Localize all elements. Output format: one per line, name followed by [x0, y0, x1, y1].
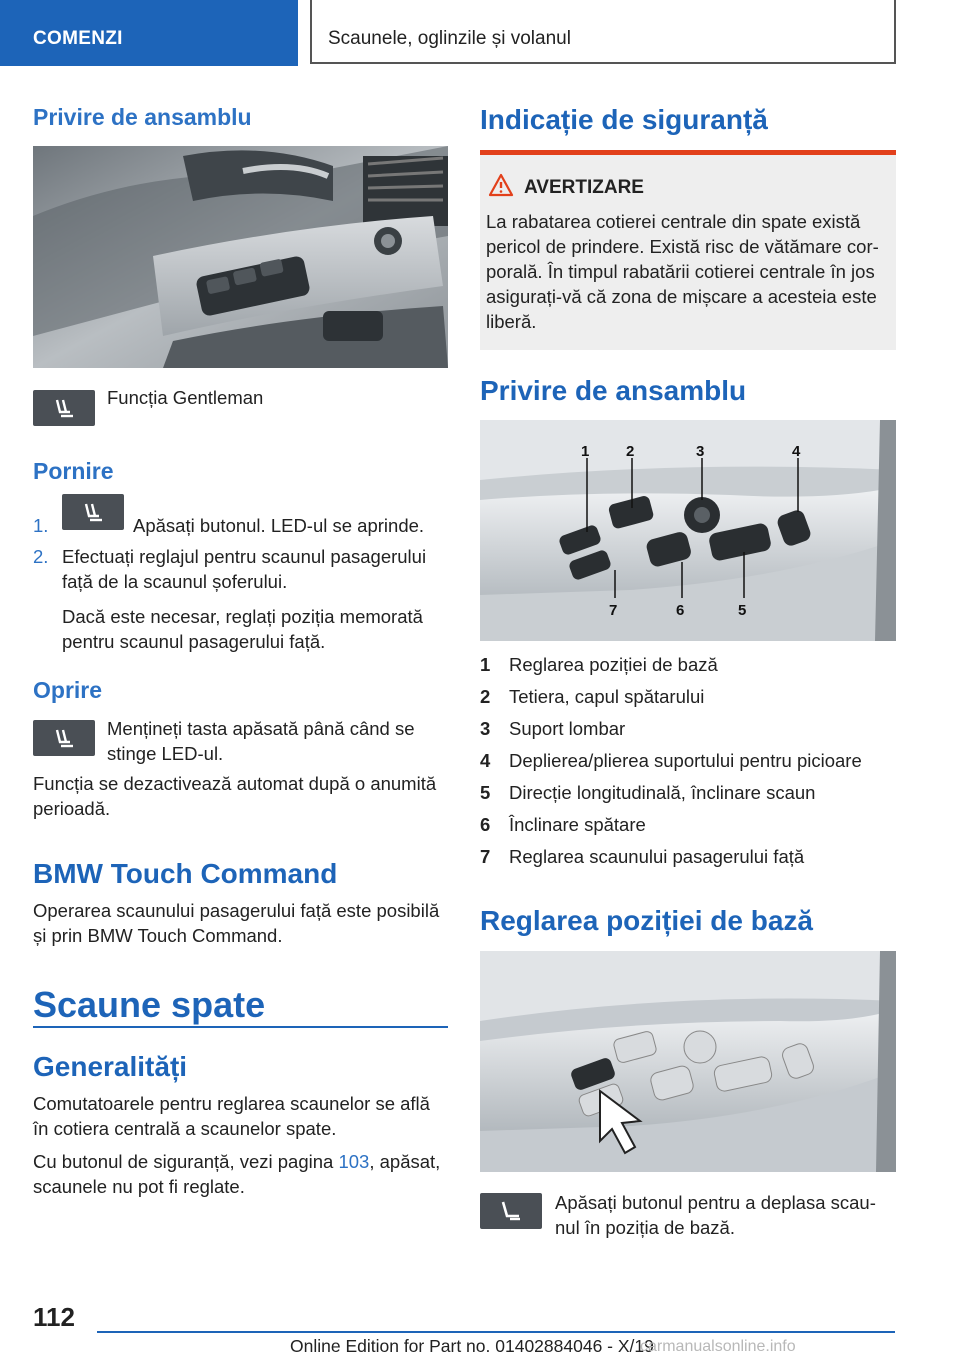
start-note-line1: Dacă este necesar, reglați poziția memorată: [62, 606, 423, 627]
callout-3: 3: [696, 443, 705, 460]
warning-line-2: pericol de prindere. Există risc de vătămare cor-: [486, 236, 879, 257]
safety-ref-text-a: Cu butonul de siguranță, vezi pagina: [33, 1151, 339, 1172]
legend-text-3: Suport lombar: [509, 718, 626, 739]
base-position-photo: [480, 951, 896, 1172]
overview-heading-right: Privire de ansamblu: [480, 375, 747, 406]
callout-2: 2: [626, 443, 635, 460]
chapter-bar: [310, 0, 896, 64]
legend-text-5: Direcție longitudinală, înclinare scaun: [509, 782, 816, 803]
watermark: carmanualsonline.info: [640, 1338, 796, 1355]
step-2-number: 2.: [33, 546, 49, 567]
seat-controls-photo: [480, 420, 896, 641]
legend-text-7: Reglarea scaunului pasagerului față: [509, 846, 805, 867]
section-label: COMENZI: [33, 28, 123, 49]
safety-heading: Indicație de siguranță: [480, 104, 768, 135]
legend-num-4: 4: [480, 750, 491, 771]
step-2-text-line1: Efectuați reglajul pentru scaunul pasagerului: [62, 546, 427, 567]
chapter-label: Scaunele, oglinzile și volanul: [328, 28, 571, 49]
heading-rule: [33, 1026, 448, 1028]
stop-line2: stinge LED-ul.: [107, 743, 224, 764]
warning-line-5: liberă.: [486, 311, 537, 332]
general-heading: Generalități: [33, 1051, 188, 1082]
legend-num-2: 2: [480, 686, 491, 707]
legend-text-2: Tetiera, capul spătarului: [509, 686, 705, 707]
warning-line-4: asigurați-vă că zona de mișcare a acesteia este: [486, 286, 877, 307]
legend-num-5: 5: [480, 782, 491, 803]
callout-4: 4: [792, 443, 801, 460]
section-tab: [0, 0, 298, 66]
step-1-number: 1.: [33, 515, 49, 536]
rear-seats-heading: Scaune spate: [33, 984, 266, 1025]
safety-ref-line2: scaunele nu pot fi reglate.: [33, 1176, 245, 1197]
overview-heading-left: Privire de ansamblu: [33, 104, 252, 130]
legend-text-4: Deplierea/plierea suportului pentru picioare: [509, 750, 862, 771]
base-line1: Apăsați butonul pentru a deplasa scau-: [555, 1192, 876, 1213]
warning-box: [480, 150, 896, 350]
start-heading: Pornire: [33, 458, 114, 484]
touch-line2: și prin BMW Touch Command.: [33, 925, 283, 946]
warning-triangle-icon: [488, 173, 514, 197]
page-number: 112: [33, 1302, 75, 1332]
safety-ref-text-b: , apăsat,: [369, 1151, 441, 1172]
footer-rule: [97, 1331, 895, 1333]
gentleman-label: Funcția Gentleman: [107, 387, 264, 408]
legend-num-6: 6: [480, 814, 491, 835]
seat-button-icon: [33, 720, 95, 756]
door-panel-photo: [33, 146, 448, 368]
callout-5: 5: [738, 602, 747, 619]
seat-controls-illustration: [480, 420, 896, 641]
door-panel-illustration: [33, 146, 448, 368]
page-link-103[interactable]: 103: [338, 1151, 370, 1172]
stop-line1: Mențineți tasta apăsată până când se: [107, 718, 415, 739]
base-line2: nul în poziția de bază.: [555, 1217, 735, 1238]
touch-line1: Operarea scaunului pasagerului față este posibilă: [33, 900, 440, 921]
warning-label: AVERTIZARE: [524, 177, 644, 198]
callout-6: 6: [676, 602, 685, 619]
legend-text-1: Reglarea poziției de bază: [509, 654, 718, 675]
warning-line-1: La rabatarea cotierei centrale din spate există: [486, 211, 861, 232]
step-1-text: Apăsați butonul. LED-ul se aprinde.: [133, 515, 425, 536]
auto-off-line2: perioadă.: [33, 798, 111, 819]
base-position-illustration: [480, 951, 896, 1172]
start-note-line2: pentru scaunul pasagerului față.: [62, 631, 326, 652]
stop-heading: Oprire: [33, 677, 103, 703]
base-position-button-icon: [480, 1193, 542, 1229]
legend-num-1: 1: [480, 654, 491, 675]
legend-num-7: 7: [480, 846, 491, 867]
legend-text-6: Înclinare spătare: [509, 814, 646, 835]
edition-text: Online Edition for Part no. 01402884046 - X/19: [290, 1336, 654, 1356]
legend-num-3: 3: [480, 718, 491, 739]
base-position-heading: Reglarea poziției de bază: [480, 905, 813, 936]
general-line2: în cotiera centrală a scaunelor spate.: [33, 1118, 337, 1139]
safety-ref-line1: [33, 1149, 440, 1174]
page-header: [0, 0, 960, 66]
warning-line-3: porală. În timpul rabatării cotierei centrale în jos: [486, 261, 875, 282]
touch-command-heading: BMW Touch Command: [33, 858, 338, 889]
callout-1: 1: [581, 443, 590, 460]
seat-button-icon: [33, 390, 95, 426]
seat-button-icon: [62, 494, 124, 530]
callout-7: 7: [609, 602, 618, 619]
general-line1: Comutatoarele pentru reglarea scaunelor se află: [33, 1093, 430, 1114]
auto-off-line1: Funcția se dezactivează automat după o anumită: [33, 773, 437, 794]
step-2-text-line2: față de la scaunul șoferului.: [62, 571, 288, 592]
